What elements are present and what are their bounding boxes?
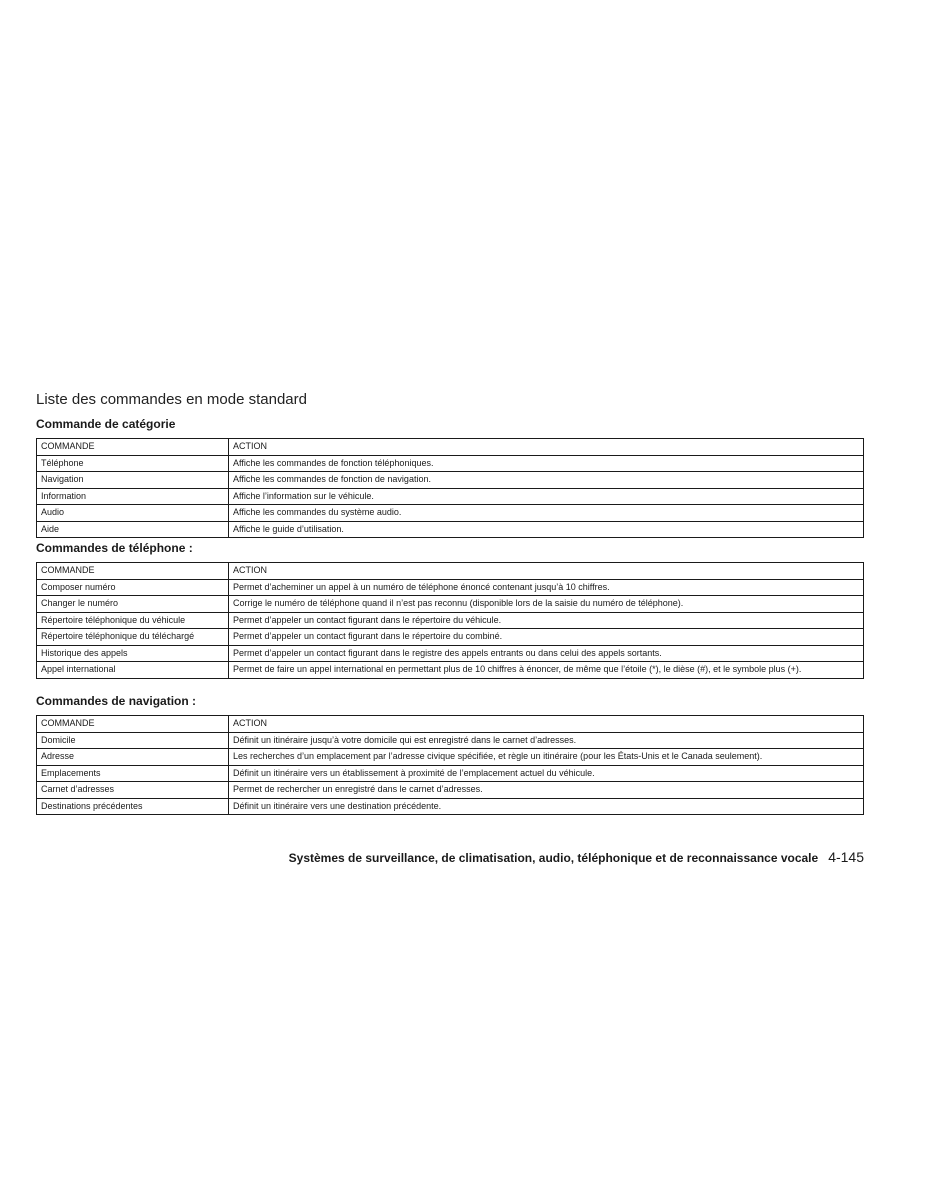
action-cell: Permet de rechercher un enregistré dans le carnet d’adresses. bbox=[229, 782, 864, 799]
table-row bbox=[37, 505, 864, 522]
navigation-commands-table bbox=[36, 715, 864, 815]
command-cell: Navigation bbox=[37, 472, 229, 489]
command-cell: COMMANDE bbox=[37, 716, 229, 733]
command-cell: Adresse bbox=[37, 749, 229, 766]
command-cell: Aide bbox=[37, 521, 229, 538]
table-row bbox=[37, 798, 864, 815]
command-cell: Audio bbox=[37, 505, 229, 522]
action-cell: ACTION bbox=[229, 563, 864, 580]
command-cell: Composer numéro bbox=[37, 579, 229, 596]
action-cell: Affiche les commandes de fonction téléphoniques. bbox=[229, 455, 864, 472]
table-row bbox=[37, 749, 864, 766]
category-commands-heading: Commande de catégorie bbox=[36, 417, 176, 431]
navigation-commands-heading: Commandes de navigation : bbox=[36, 694, 197, 708]
action-cell: Permet d’appeler un contact figurant dans le répertoire du véhicule. bbox=[229, 612, 864, 629]
action-cell: Affiche l’information sur le véhicule. bbox=[229, 488, 864, 505]
command-cell: Destinations précédentes bbox=[37, 798, 229, 815]
phone-commands-table bbox=[36, 562, 864, 679]
action-cell: Affiche les commandes de fonction de navigation. bbox=[229, 472, 864, 489]
table-row bbox=[37, 782, 864, 799]
chapter-title: Systèmes de surveillance, de climatisation, audio, téléphonique et de reconnaissance vocale bbox=[288, 851, 819, 865]
command-cell: Historique des appels bbox=[37, 645, 229, 662]
table-header-row bbox=[37, 563, 864, 580]
action-cell: Corrige le numéro de téléphone quand il n’est pas reconnu (disponible lors de la saisie du numéro de téléphone). bbox=[229, 596, 864, 613]
action-cell: Permet de faire un appel international en permettant plus de 10 chiffres à énoncer, de même que l’étoile (*), le dièse (#), et le symbole plus (+). bbox=[229, 662, 864, 679]
section-title: Liste des commandes en mode standard bbox=[36, 391, 307, 408]
action-cell: ACTION bbox=[229, 439, 864, 456]
action-cell: Définit un itinéraire jusqu’à votre domicile qui est enregistré dans le carnet d’adresses. bbox=[229, 732, 864, 749]
table-row bbox=[37, 596, 864, 613]
command-cell: Téléphone bbox=[37, 455, 229, 472]
table-header-row bbox=[37, 716, 864, 733]
table-row bbox=[37, 662, 864, 679]
table-row bbox=[37, 472, 864, 489]
table-row bbox=[37, 488, 864, 505]
table-row bbox=[37, 645, 864, 662]
action-cell: Affiche le guide d’utilisation. bbox=[229, 521, 864, 538]
command-cell: Appel international bbox=[37, 662, 229, 679]
command-cell: Domicile bbox=[37, 732, 229, 749]
page-number: 4-145 bbox=[828, 849, 864, 865]
table-row bbox=[37, 579, 864, 596]
action-cell: Définit un itinéraire vers une destination précédente. bbox=[229, 798, 864, 815]
command-cell: Information bbox=[37, 488, 229, 505]
table-row bbox=[37, 732, 864, 749]
action-cell: Définit un itinéraire vers un établissement à proximité de l’emplacement actuel du véhicule. bbox=[229, 765, 864, 782]
action-cell: Permet d’acheminer un appel à un numéro de téléphone énoncé contenant jusqu’à 10 chiffres. bbox=[229, 579, 864, 596]
table-row bbox=[37, 765, 864, 782]
table-row bbox=[37, 629, 864, 646]
action-cell: Permet d’appeler un contact figurant dans le registre des appels entrants ou dans celui des appels sortants. bbox=[229, 645, 864, 662]
action-cell: Affiche les commandes du système audio. bbox=[229, 505, 864, 522]
table-header-row bbox=[37, 439, 864, 456]
action-cell: Permet d’appeler un contact figurant dans le répertoire du combiné. bbox=[229, 629, 864, 646]
command-cell: Emplacements bbox=[37, 765, 229, 782]
page-footer bbox=[289, 849, 864, 865]
command-cell: Carnet d’adresses bbox=[37, 782, 229, 799]
command-cell: COMMANDE bbox=[37, 439, 229, 456]
phone-commands-heading: Commandes de téléphone : bbox=[36, 541, 193, 555]
category-commands-table bbox=[36, 438, 864, 538]
command-cell: Changer le numéro bbox=[37, 596, 229, 613]
command-cell: Répertoire téléphonique du téléchargé bbox=[37, 629, 229, 646]
command-cell: Répertoire téléphonique du véhicule bbox=[37, 612, 229, 629]
table-row bbox=[37, 612, 864, 629]
table-row bbox=[37, 521, 864, 538]
action-cell: Les recherches d’un emplacement par l’adresse civique spécifiée, et règle un itinéraire (pour les États-Unis et le Canada seulement). bbox=[229, 749, 864, 766]
action-cell: ACTION bbox=[229, 716, 864, 733]
table-row bbox=[37, 455, 864, 472]
command-cell: COMMANDE bbox=[37, 563, 229, 580]
